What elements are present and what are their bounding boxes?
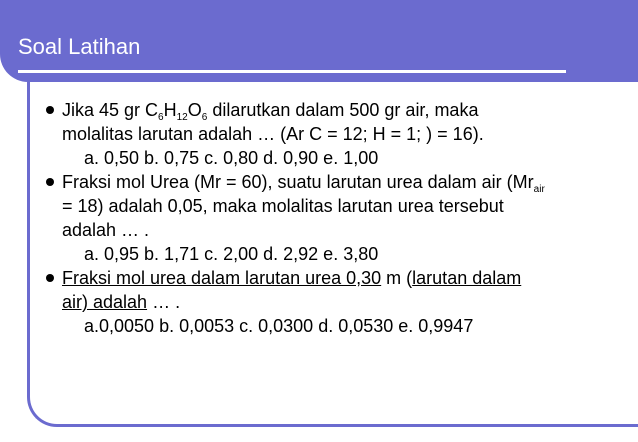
title-underline [18,70,566,73]
question-2 [46,170,616,266]
question-1-line-1: Jika 45 gr $C_6H_{12}O_6$ dilarutkan dalam 500 gr air, maka [62,100,479,123]
bullet-icon [46,274,54,282]
question-list [46,98,616,338]
title-bar [0,0,638,82]
question-3-options: a.0,0050 b. 0,0053 c. 0,0300 d. 0,0530 e. 0,9947 [84,316,474,336]
question-2-options: a. 0,95 b. 1,71 c. 2,00 d. 2,92 e. 3,80 [84,244,379,264]
question-3 [46,266,616,338]
slide-title: Soal Latihan [18,34,141,59]
question-2-line-2: = 18) adalah 0,05, maka molalitas larutan urea tersebut [62,196,504,216]
question-3-line-2: air) adalah … . [62,292,181,312]
question-1-line-2: molalitas larutan adalah … (Ar C = 12; H = 1; ) = 16). [62,124,484,144]
bullet-icon [46,178,54,186]
bullet-icon [46,106,54,114]
question-3-line-1: Fraksi mol urea dalam larutan urea 0,30 m (larutan dalam [62,268,522,288]
question-1-options: a. 0,50 b. 0,75 c. 0,80 d. 0,90 e. 1,00 [84,148,379,168]
question-1 [46,98,616,170]
question-2-line-1: Fraksi mol Urea (Mr = 60), suatu larutan urea dalam air ($Mr_{air}$ [62,172,545,195]
question-2-line-3: adalah … . [62,220,150,240]
